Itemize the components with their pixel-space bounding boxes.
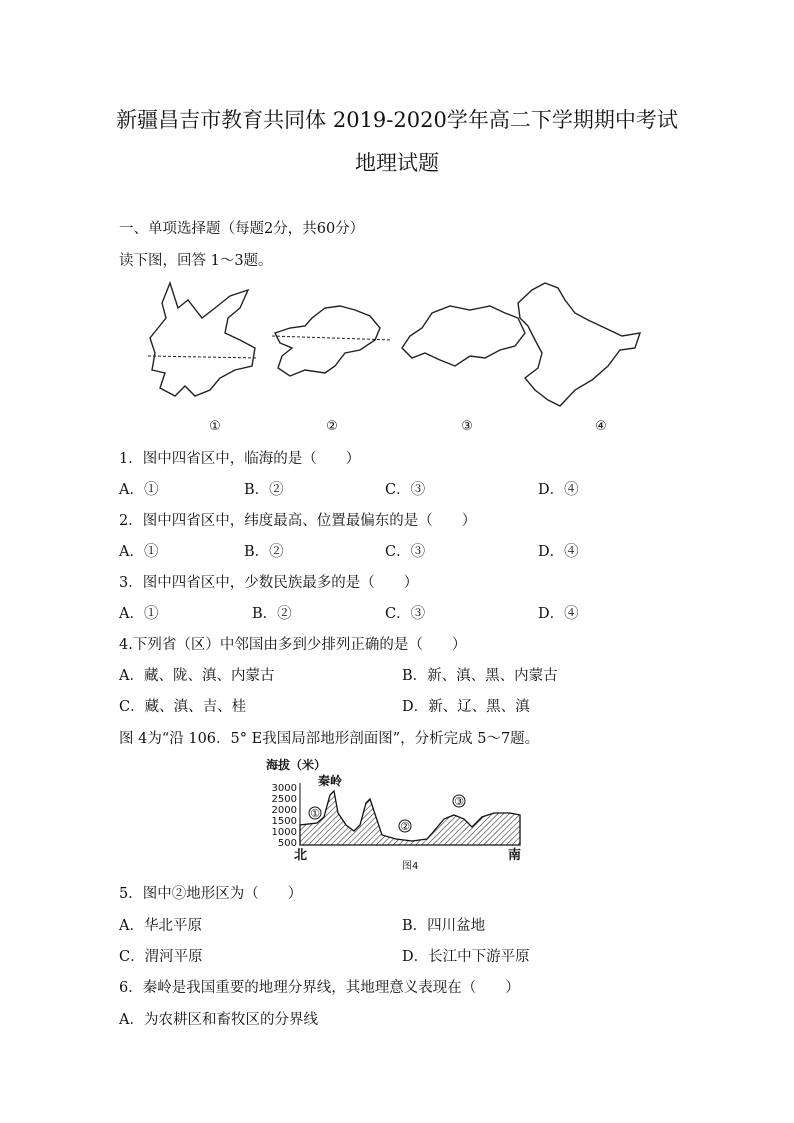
question-2: 2．图中四省区中，纬度最高、位置最偏东的是（ ）: [119, 513, 477, 529]
q3-option-d: D．④: [538, 606, 579, 622]
profile-peak-label: 秦岭: [318, 774, 343, 788]
terrain-profile-figure: [262, 755, 532, 875]
province-maps-figure: [140, 278, 650, 438]
ytick-2500: 2500: [271, 794, 297, 805]
profile-marker-1: ①: [310, 807, 320, 820]
question-5: 5．图中②地形区为（ ）: [119, 886, 303, 902]
q3-option-b: B．②: [252, 606, 292, 622]
profile-marker-2: ②: [400, 820, 410, 833]
intro-text-2: 图 4为“沿 106．5° E我国局部地形剖面图”，分析完成 5～7题。: [119, 731, 540, 747]
q3-option-c: C．③: [385, 606, 426, 622]
ytick-1000: 1000: [271, 827, 297, 838]
q1-option-d: D．④: [538, 482, 579, 498]
q5-option-b: B．四川盆地: [402, 918, 486, 934]
profile-north-label: 北: [294, 848, 308, 863]
province-outline-3: [402, 306, 525, 366]
q2-option-d: D．④: [538, 544, 579, 560]
question-6: 6．秦岭是我国重要的地理分界线，其地理意义表现在（ ）: [119, 980, 520, 996]
q4-option-b: B．新、滇、黑、内蒙古: [402, 668, 558, 684]
ytick-3000: 3000: [271, 783, 297, 794]
province-outline-4: [518, 283, 640, 406]
exam-subject: 地理试题: [355, 151, 439, 175]
terrain-profile-area: [300, 791, 520, 845]
q3-option-a: A．①: [119, 606, 159, 622]
map-label-3: ③: [461, 419, 473, 434]
q6-option-a: A．为农耕区和畜牧区的分界线: [119, 1012, 318, 1028]
ytick-1500: 1500: [271, 816, 297, 827]
intro-text: 读下图，回答 1～3题。: [119, 253, 273, 269]
q5-option-d: D．长江中下游平原: [402, 949, 530, 965]
province-outline-2: [275, 306, 380, 376]
question-1: 1．图中四省区中，临海的是（ ）: [119, 451, 361, 467]
profile-caption: 图4: [402, 861, 419, 872]
section-heading: 一、单项选择题（每题2分，共60分）: [119, 221, 365, 237]
q5-option-c: C．渭河平原: [119, 949, 203, 965]
profile-marker-3: ③: [454, 795, 464, 808]
question-4: 4.下列省（区）中邻国由多到少排列正确的是（ ）: [119, 637, 467, 653]
q1-option-b: B．②: [244, 482, 284, 498]
q4-option-c: C．藏、滇、吉、桂: [119, 699, 247, 715]
map-label-1: ①: [209, 419, 221, 434]
q2-option-b: B．②: [244, 544, 284, 560]
profile-ylabel: 海拔（米）: [266, 758, 327, 772]
q2-option-a: A．①: [119, 544, 159, 560]
map-label-4: ④: [595, 419, 607, 434]
question-3: 3．图中四省区中，少数民族最多的是（ ）: [119, 575, 419, 591]
q1-option-a: A．①: [119, 482, 159, 498]
map-label-2: ②: [326, 419, 338, 434]
province-outline-1: [150, 283, 255, 396]
ytick-2000: 2000: [271, 805, 297, 816]
q2-option-c: C．③: [385, 544, 426, 560]
exam-title: 新疆昌吉市教育共同体 2019-2020学年高二下学期期中考试: [116, 108, 678, 132]
profile-south-label: 南: [508, 848, 522, 863]
q1-option-c: C．③: [385, 482, 426, 498]
ytick-500: 500: [277, 838, 297, 849]
q4-option-d: D．新、辽、黑、滇: [402, 699, 530, 715]
q4-option-a: A．藏、陇、滇、内蒙古: [119, 668, 275, 684]
q5-option-a: A．华北平原: [119, 918, 202, 934]
